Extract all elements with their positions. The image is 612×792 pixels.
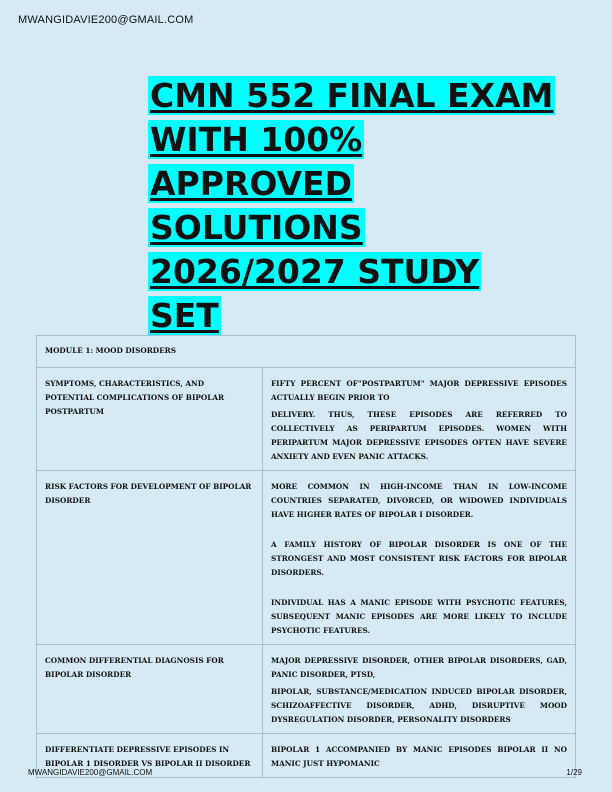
page-number: 1/29 <box>566 768 582 777</box>
title-line: WITH 100% <box>150 120 363 159</box>
row-answer <box>263 734 576 778</box>
table-row <box>37 645 576 734</box>
answer-paragraph: BIPOLAR, SUBSTANCE/MEDICATION INDUCED BIPOLAR DISORDER, SCHIZOAFFECTIVE DISORDER, ADHD, DISRUPTIVE MOOD DYSREGULATION DISORDER, PERSONALITY DISORDERS <box>271 687 567 724</box>
title-line: SET <box>150 296 219 335</box>
title-line: CMN 552 FINAL EXAM <box>150 76 554 115</box>
title-line: SOLUTIONS <box>150 208 363 247</box>
answer-paragraph: INDIVIDUAL HAS A MANIC EPISODE WITH PSYCHOTIC FEATURES, SUBSEQUENT MANIC EPISODES ARE MORE LIKELY TO INCLUDE PSYCHOTIC FEATURES. <box>271 598 567 635</box>
answer-paragraph: FIFTY PERCENT OF"POSTPARTUM" MAJOR DEPRESSIVE EPISODES ACTUALLY BEGIN PRIOR TO <box>271 379 567 402</box>
row-question: RISK FACTORS FOR DEVELOPMENT OF BIPOLAR DISORDER <box>37 471 263 645</box>
row-answer <box>263 471 576 645</box>
answer-paragraph: MAJOR DEPRESSIVE DISORDER, OTHER BIPOLAR DISORDERS, GAD, PANIC DISORDER, PTSD, <box>271 656 567 679</box>
table-row <box>37 471 576 645</box>
answer-paragraph: A FAMILY HISTORY OF BIPOLAR DISORDER IS ONE OF THE STRONGEST AND MOST CONSISTENT RISK FACTORS FOR BIPOLAR DISORDERS. <box>271 540 567 577</box>
answer-paragraph: BIPOLAR 1 ACCOMPANIED BY MANIC EPISODES BIPOLAR II NO MANIC JUST HYPOMANIC <box>271 745 567 768</box>
table-row <box>37 368 576 471</box>
module-header-row <box>37 336 576 368</box>
header-email: MWANGIDAVIE200@GMAIL.COM <box>18 14 194 26</box>
footer-email: MWANGIDAVIE200@GMAIL.COM <box>28 768 153 777</box>
row-answer <box>263 368 576 471</box>
row-answer <box>263 645 576 734</box>
row-question: COMMON DIFFERENTIAL DIAGNOSIS FOR BIPOLAR DISORDER <box>37 645 263 734</box>
title-line: 2026/2027 STUDY <box>150 252 480 291</box>
document-title <box>148 74 568 338</box>
row-question: DIFFERENTIATE DEPRESSIVE EPISODES IN BIPOLAR 1 DISORDER VS BIPOLAR II DISORDER <box>37 734 263 778</box>
study-table <box>36 335 576 778</box>
answer-paragraph: DELIVERY. THUS, THESE EPISODES ARE REFERRED TO COLLECTIVELY AS PERIPARTUM EPISODES. WOMEN WITH PERIPARTUM MAJOR DEPRESSIVE EPISODES OFTEN HAVE SEVERE ANXIETY AND EVEN PANIC ATTACKS. <box>271 410 567 461</box>
title-line: APPROVED <box>150 164 352 203</box>
module-title: MODULE 1: MOOD DISORDERS <box>37 336 576 368</box>
row-question: SYMPTOMS, CHARACTERISTICS, AND POTENTIAL COMPLICATIONS OF BIPOLAR POSTPARTUM <box>37 368 263 471</box>
answer-paragraph: MORE COMMON IN HIGH-INCOME THAN IN LOW-INCOME COUNTRIES SEPARATED, DIVORCED, OR WIDOWED INDIVIDUALS HAVE HIGHER RATES OF BIPOLAR I DISORDER. <box>271 482 567 519</box>
